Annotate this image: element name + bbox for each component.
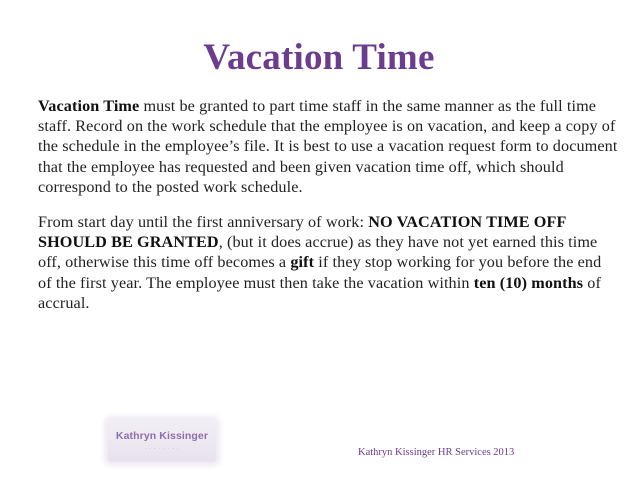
paragraph-vacation-policy <box>38 96 618 197</box>
paragraph2-part3: if they stop working for you before the end of the first year. The employee must then take the vacation within <box>38 253 602 292</box>
no-vacation-emphasis: NO VACATION TIME OFF SHOULD BE GRANTED <box>38 213 566 252</box>
paragraph2-part2: , (but it does accrue) as they have not yet earned this time off, otherwise this time off becomes a <box>38 233 598 272</box>
slide-title: Vacation Time <box>203 37 435 78</box>
paragraph2-part1: From start day until the first anniversary of work: <box>38 213 369 232</box>
slide-footer: Kathryn Kissinger HR Services 2013 <box>358 447 515 458</box>
logo-subtext-decoration: · · · · · · · · <box>144 446 180 452</box>
vacation-time-lead: Vacation Time <box>38 97 140 115</box>
paragraph2-part4: of accrual. <box>38 273 601 312</box>
company-logo <box>108 420 216 462</box>
ten-months-emphasis: ten (10) months <box>473 273 584 292</box>
logo-text: Kathryn Kissinger <box>115 430 209 442</box>
gift-emphasis: gift <box>290 253 315 272</box>
paragraph-first-year-rule <box>38 212 618 313</box>
paragraph1-text: must be granted to part time staff in the same manner as the full time staff. Record on the work schedule that the employee is on vacation, and keep a copy of the schedule in the employee’s file. It is best to use a vacation request form to document that the employee has requested and been given vacation time off, which should correspond to the posted work schedule. <box>38 97 618 196</box>
slide-body <box>38 96 618 328</box>
